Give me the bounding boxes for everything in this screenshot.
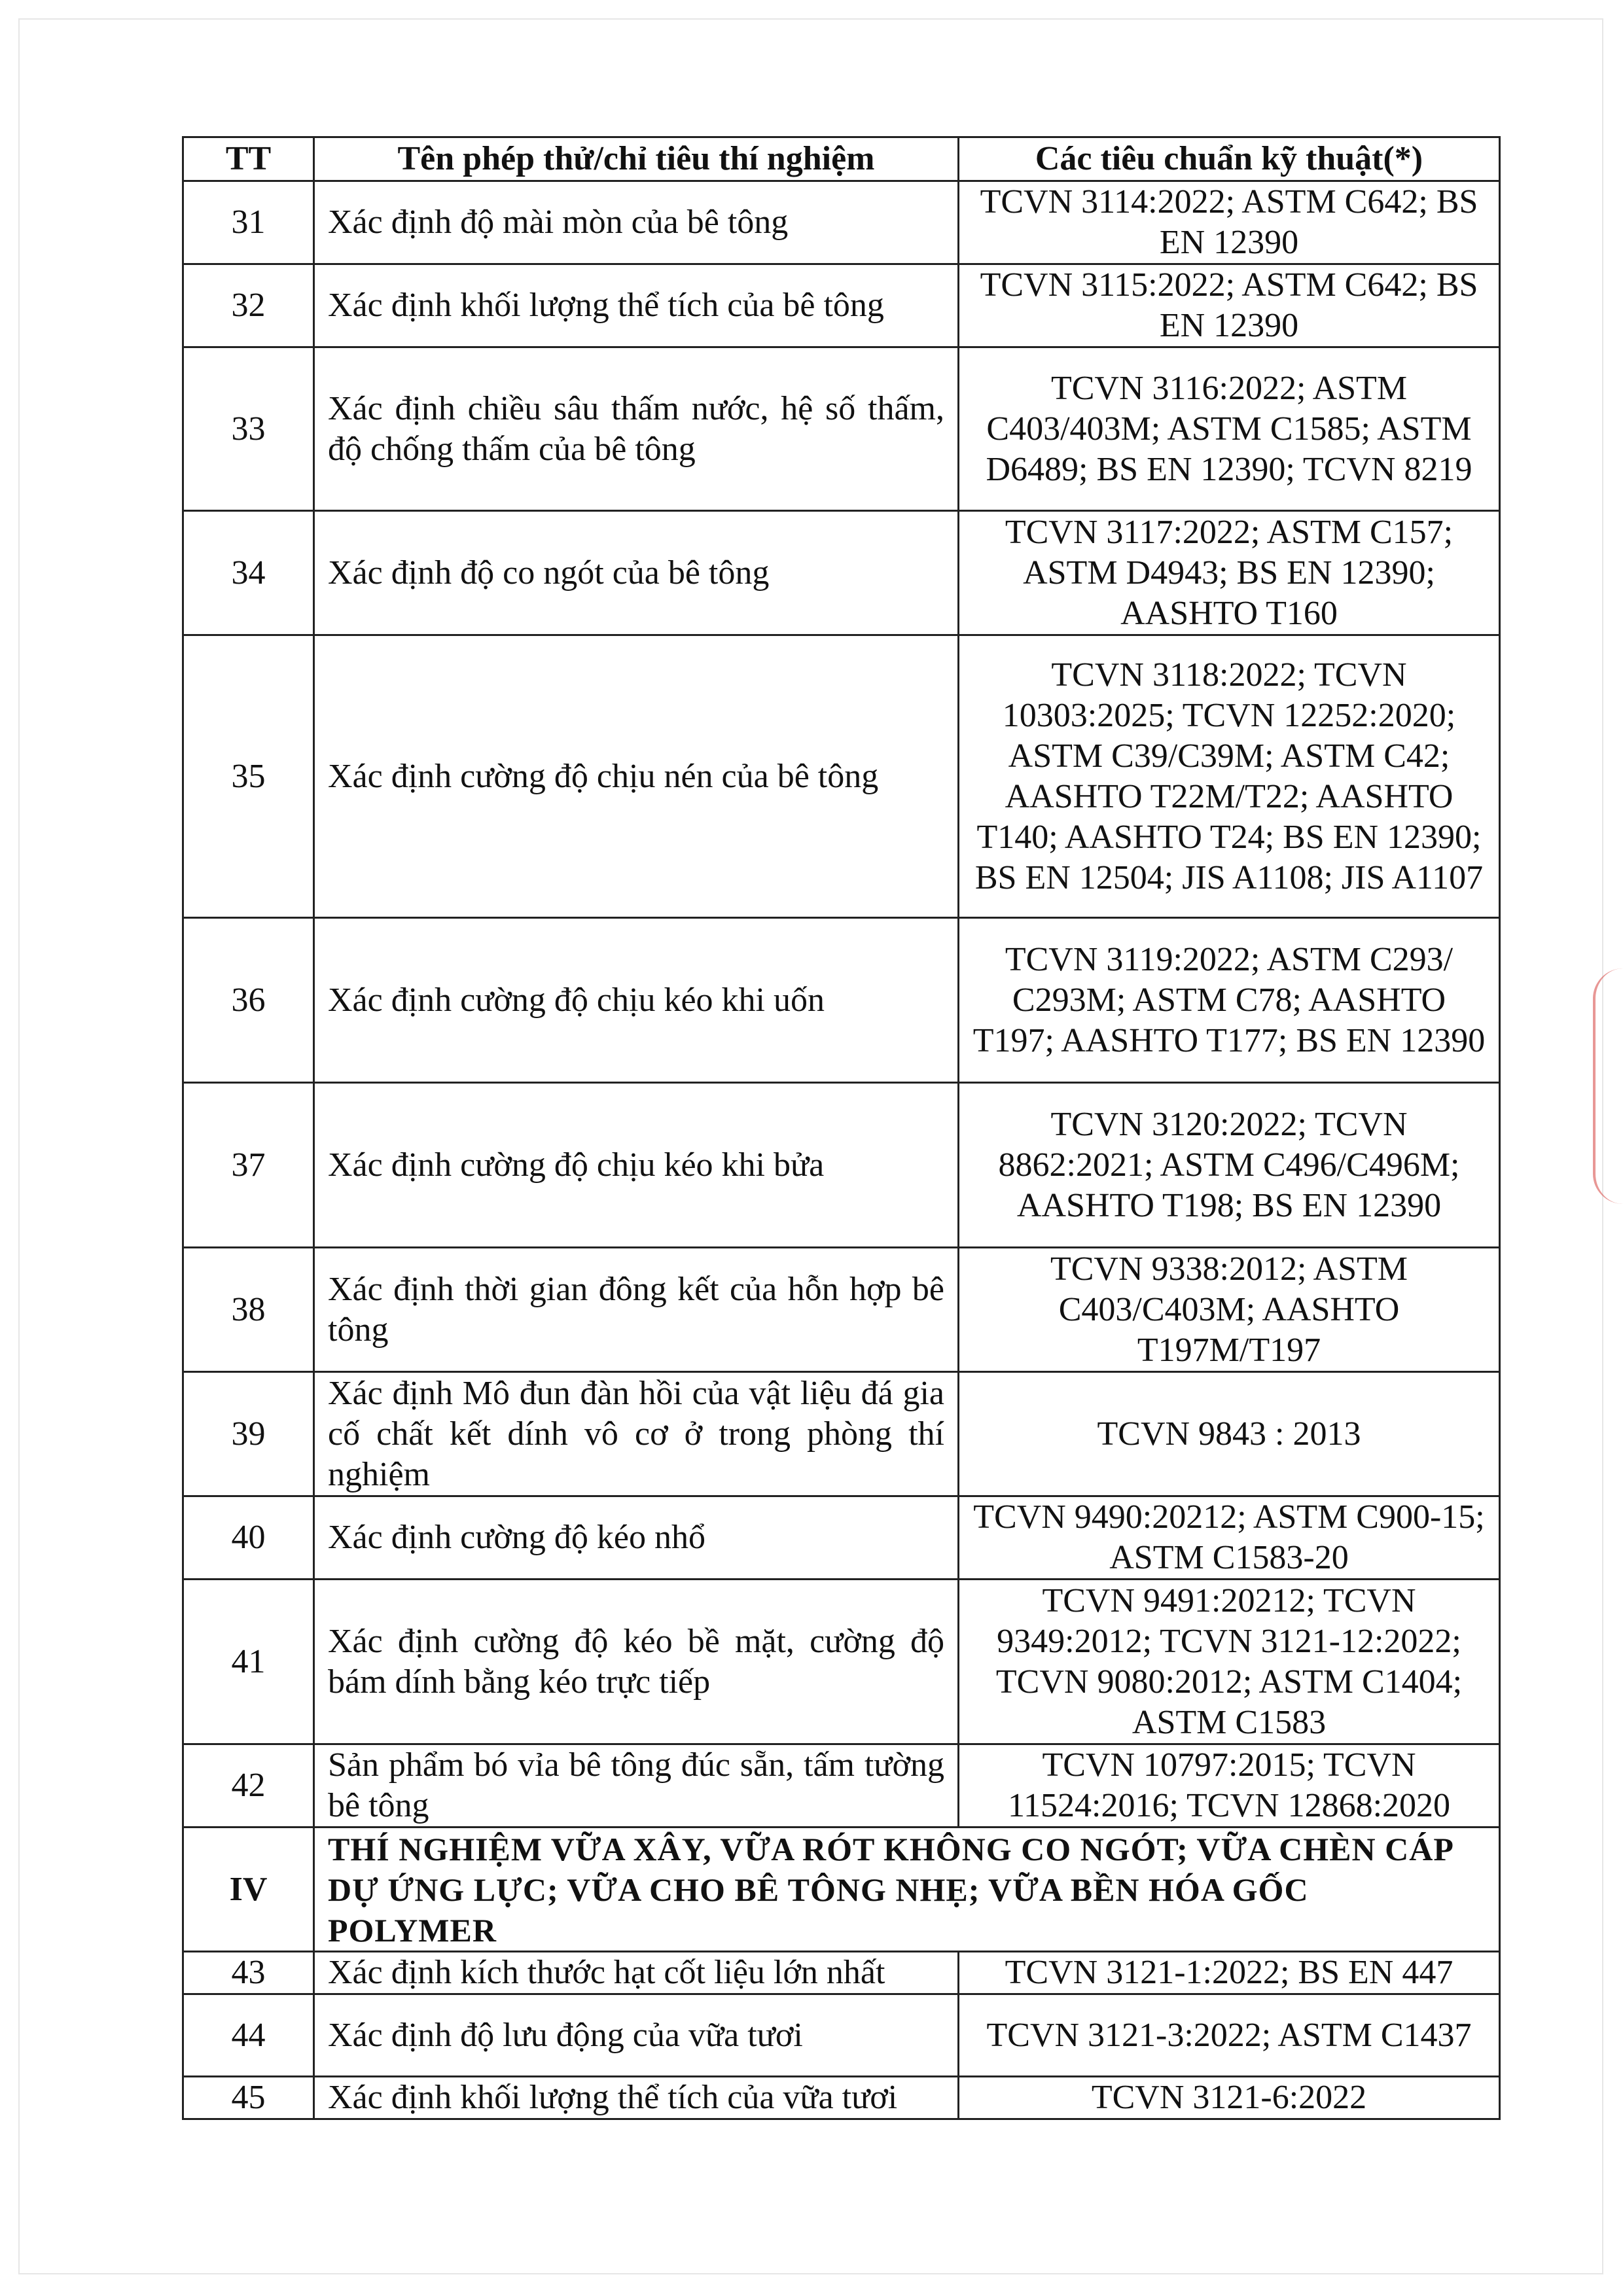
row-number: 32 xyxy=(183,264,314,347)
test-standard: TCVN 9338:2012; ASTM C403/C403M; AASHTO T197M/T197 xyxy=(959,1248,1500,1372)
row-number: 31 xyxy=(183,181,314,264)
row-number: 44 xyxy=(183,1994,314,2077)
test-standard: TCVN 9490:20212; ASTM C900-15; ASTM C1583-20 xyxy=(959,1496,1500,1580)
test-standard: TCVN 3114:2022; ASTM C642; BS EN 12390 xyxy=(959,181,1500,264)
test-standard: TCVN 3120:2022; TCVN 8862:2021; ASTM C496/C496M; AASHTO T198; BS EN 12390 xyxy=(959,1083,1500,1248)
test-name: Xác định cường độ chịu nén của bê tông xyxy=(314,635,959,918)
section-row xyxy=(183,1828,1500,1952)
test-standard: TCVN 3118:2022; TCVN 10303:2025; TCVN 12252:2020; ASTM C39/C39M; ASTM C42; AASHTO T22M/T22; AASHTO T140; AASHTO T24; BS EN 12390; BS EN 12504; JIS A1108; JIS A1107 xyxy=(959,635,1500,918)
table-row xyxy=(183,347,1500,511)
test-standard: TCVN 3121-3:2022; ASTM C1437 xyxy=(959,1994,1500,2077)
test-standard: TCVN 10797:2015; TCVN 11524:2016; TCVN 12868:2020 xyxy=(959,1744,1500,1828)
test-name: Xác định cường độ kéo nhổ xyxy=(314,1496,959,1580)
red-stamp-edge xyxy=(1593,968,1623,1204)
test-name: Xác định cường độ chịu kéo khi uốn xyxy=(314,918,959,1083)
table-row xyxy=(183,264,1500,347)
row-number: 41 xyxy=(183,1580,314,1744)
row-number: 33 xyxy=(183,347,314,511)
test-name: Xác định cường độ kéo bề mặt, cường độ bám dính bằng kéo trực tiếp xyxy=(314,1580,959,1744)
row-number: 40 xyxy=(183,1496,314,1580)
table-row xyxy=(183,1580,1500,1744)
test-name: Xác định cường độ chịu kéo khi bửa xyxy=(314,1083,959,1248)
table-row xyxy=(183,1496,1500,1580)
table-row xyxy=(183,635,1500,918)
table-row xyxy=(183,511,1500,635)
table-row xyxy=(183,1083,1500,1248)
test-name: Xác định Mô đun đàn hồi của vật liệu đá gia cố chất kết dính vô cơ ở trong phòng thí nghiệm xyxy=(314,1372,959,1496)
test-name: Xác định chiều sâu thấm nước, hệ số thấm, độ chống thấm của bê tông xyxy=(314,347,959,511)
table-row xyxy=(183,1248,1500,1372)
test-name: Xác định kích thước hạt cốt liệu lớn nhất xyxy=(314,1952,959,1994)
test-standard: TCVN 3115:2022; ASTM C642; BS EN 12390 xyxy=(959,264,1500,347)
header-standard: Các tiêu chuẩn kỹ thuật(*) xyxy=(959,137,1500,181)
table-row xyxy=(183,181,1500,264)
row-number: 43 xyxy=(183,1952,314,1994)
section-number: IV xyxy=(183,1828,314,1952)
row-number: 34 xyxy=(183,511,314,635)
test-standard: TCVN 3119:2022; ASTM C293/ C293M; ASTM C78; AASHTO T197; AASHTO T177; BS EN 12390 xyxy=(959,918,1500,1083)
test-standard: TCVN 3121-1:2022; BS EN 447 xyxy=(959,1952,1500,1994)
table-row xyxy=(183,1994,1500,2077)
row-number: 38 xyxy=(183,1248,314,1372)
test-name: Xác định khối lượng thể tích của bê tông xyxy=(314,264,959,347)
section-title: THÍ NGHIỆM VỮA XÂY, VỮA RÓT KHÔNG CO NGÓT; VỮA CHÈN CÁP DỰ ỨNG LỰC; VỮA CHO BÊ TÔNG NHẸ; VỮA BỀN HÓA GỐC POLYMER xyxy=(314,1828,1500,1952)
header-tt: TT xyxy=(183,137,314,181)
row-number: 42 xyxy=(183,1744,314,1828)
table-row xyxy=(183,1372,1500,1496)
standards-table xyxy=(182,136,1501,2120)
header-test: Tên phép thử/chỉ tiêu thí nghiệm xyxy=(314,137,959,181)
row-number: 36 xyxy=(183,918,314,1083)
test-name: Xác định thời gian đông kết của hỗn hợp bê tông xyxy=(314,1248,959,1372)
test-standard: TCVN 3117:2022; ASTM C157; ASTM D4943; BS EN 12390; AASHTO T160 xyxy=(959,511,1500,635)
row-number: 39 xyxy=(183,1372,314,1496)
table-row xyxy=(183,2077,1500,2119)
row-number: 35 xyxy=(183,635,314,918)
test-standard: TCVN 3121-6:2022 xyxy=(959,2077,1500,2119)
test-standard: TCVN 9843 : 2013 xyxy=(959,1372,1500,1496)
test-name: Xác định độ co ngót của bê tông xyxy=(314,511,959,635)
test-standard: TCVN 3116:2022; ASTM C403/403M; ASTM C1585; ASTM D6489; BS EN 12390; TCVN 8219 xyxy=(959,347,1500,511)
table-row xyxy=(183,918,1500,1083)
test-name: Xác định khối lượng thể tích của vữa tươi xyxy=(314,2077,959,2119)
test-name: Xác định độ lưu động của vữa tươi xyxy=(314,1994,959,2077)
test-standard: TCVN 9491:20212; TCVN 9349:2012; TCVN 3121-12:2022; TCVN 9080:2012; ASTM C1404; ASTM C1583 xyxy=(959,1580,1500,1744)
row-number: 37 xyxy=(183,1083,314,1248)
test-name: Xác định độ mài mòn của bê tông xyxy=(314,181,959,264)
table-header-row xyxy=(183,137,1500,181)
table-row xyxy=(183,1952,1500,1994)
test-name: Sản phẩm bó vỉa bê tông đúc sẵn, tấm tường bê tông xyxy=(314,1744,959,1828)
row-number: 45 xyxy=(183,2077,314,2119)
table-row xyxy=(183,1744,1500,1828)
